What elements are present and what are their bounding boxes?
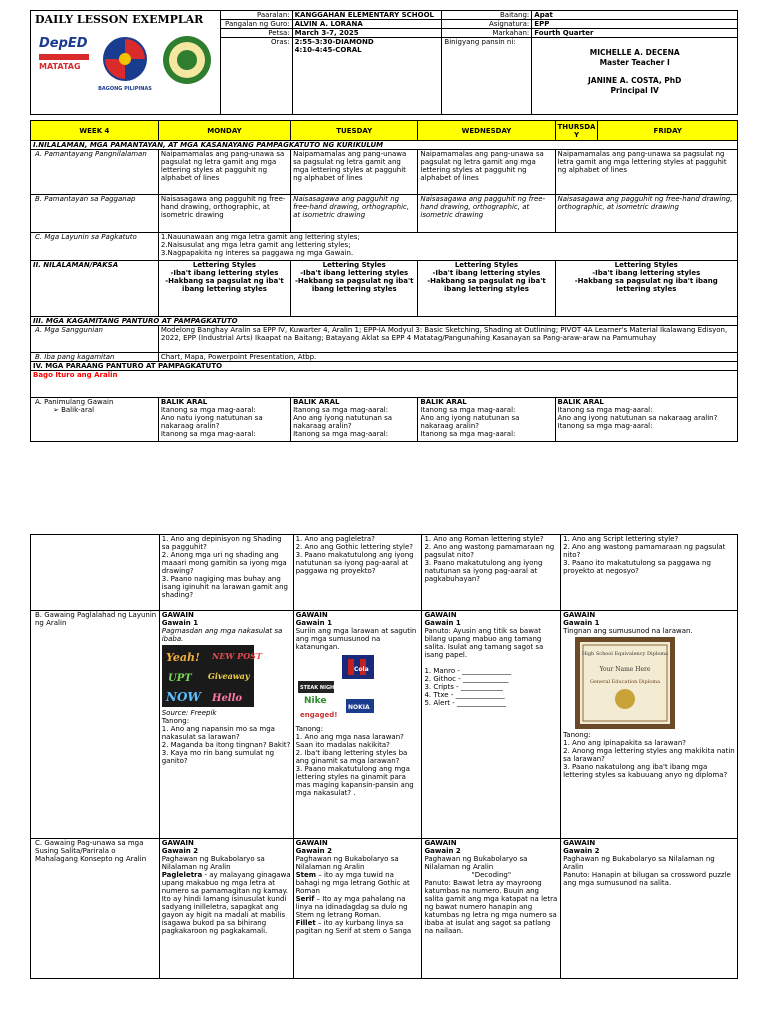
balik-wednesday-itanong2: Itanong sa mga mag-aaral: — [420, 430, 516, 438]
image-word: engaged! — [299, 711, 338, 719]
balik-friday-itanong2: Itanong sa mga mag-aaral: — [557, 422, 653, 430]
content-tuesday-title: Lettering Styles — [322, 261, 386, 269]
content-tuesday — [291, 261, 418, 317]
gawain1-friday-instruction: Tingnan ang sumusunod na larawan. — [563, 627, 693, 635]
a-wednesday: Naipamamalas ang pang-unawa sa pagsulat ng letra gamit ang mga lettering styles at pagguhit ng alphabet of lines — [418, 150, 555, 195]
objective-2: 2.Naisusulat ang mga letra gamit ang lettering styles; — [160, 241, 351, 249]
content-monday — [158, 261, 290, 317]
brand-logos-image — [296, 653, 376, 723]
gawain2-monday-body — [162, 871, 291, 935]
p2-friday-questions: 1. Ano ang Script lettering style? 2. Ano ang wastong pamamaraan ng pagsulat nito? 3. Paano ito makatutulong sa paggawa ng proyekto at negosyo? — [561, 535, 738, 611]
label-guro: Pangalan ng Guro: — [220, 20, 292, 29]
serif-def — [296, 895, 420, 919]
content-monday-title: Lettering Styles — [192, 261, 257, 269]
content-monday-l3: -Hakbang sa pagsulat ng iba't ibang lettering styles — [165, 277, 284, 293]
image-word: High School Equivalency Diploma — [582, 651, 669, 657]
gawain2-monday — [159, 839, 293, 979]
bagong-pilipinas-logo — [97, 34, 153, 96]
section-1-heading: I.NILALAMAN, MGA PAMANTAYAN, AT MGA KASANAYANG PAMPAGKATUTO NG KURIKULUM — [31, 141, 738, 150]
gawain2-monday-sub: Gawain 2 — [161, 847, 199, 855]
stem-def — [296, 871, 420, 895]
p2-wednesday-questions: 1. Ano ang Roman lettering style? 2. Ano ang wastong pamamaraan ng pagsulat nito? 3. Paano makatutulong ang iyong natutunan sa iyong pag-aaral at pagkabuhayan? — [422, 535, 561, 611]
image-word: STEAK NIGHT — [299, 685, 338, 691]
kagamitan-value: Chart, Mapa, Powerpoint Presentation, Atbp. — [158, 353, 737, 362]
balik-monday-title: BALIK ARAL — [160, 398, 208, 406]
matatag-logo-text: MATATAG — [39, 62, 81, 71]
label-oras: Oras: — [220, 38, 292, 115]
content-friday — [555, 261, 738, 317]
image-word: Cola — [353, 666, 369, 673]
term-serif: Serif — [295, 895, 315, 903]
gawain1-wednesday-title: GAWAIN — [424, 611, 457, 619]
gawain2-wednesday-title: GAWAIN — [424, 839, 457, 847]
gawain2-friday-sub: Gawain 2 — [563, 847, 600, 855]
day-friday: FRIDAY — [598, 121, 738, 141]
gawain2-friday-body: Panuto: Hanapin at bilugan sa crossword puzzle ang mga sumusunod na salita. — [563, 871, 731, 887]
balik-tuesday-title: BALIK ARAL — [293, 398, 340, 406]
paglalahad-label: B. Gawaing Paglalahad ng Layunin ng Aralin — [31, 611, 160, 839]
content-wednesday-l3: -Hakbang sa pagsulat ng iba't ibang lettering styles — [427, 277, 546, 293]
row-a-label: A. Pamantayang Pangnilalaman — [31, 150, 159, 195]
gawain1-friday-questions: 1. Ano ang ipinapakita sa larawan? 2. Anong mga lettering styles ang makikita natin sa larawan? 3. Paano nakatulong ang iba't ibang mga lettering styles sa kabuuang anyo ng diploma? — [563, 739, 735, 779]
balik-tuesday-itanong: Itanong sa mga mag-aaral: — [293, 406, 389, 414]
panimula-label: A. Panimulang Gawain — [35, 398, 114, 406]
content-friday-l3: -Hakbang sa pagsulat ng iba't ibang lettering styles — [574, 277, 718, 293]
school-seal-icon — [161, 34, 213, 86]
day-monday: MONDAY — [158, 121, 290, 141]
bagong-pilipinas-text: BAGONG PILIPINAS — [98, 86, 152, 92]
signer-2-position: Principal IV — [610, 86, 659, 95]
balik-wednesday — [418, 398, 555, 442]
content-friday-title: Lettering Styles — [614, 261, 678, 269]
label-markahan: Markahan: — [442, 29, 532, 38]
scramble-item: 2. Githoc - _____________ — [424, 675, 509, 683]
gawain1-tuesday-title: GAWAIN — [295, 611, 328, 619]
gawain2-wednesday — [422, 839, 561, 979]
balik-friday — [555, 398, 738, 442]
image-source: Source: Freepik — [161, 709, 217, 717]
gawain2-tuesday-title: GAWAIN — [295, 839, 328, 847]
panimula-label-cell — [31, 398, 159, 442]
content-tuesday-l2: -Iba't ibang lettering styles — [300, 269, 409, 277]
term-pagleletra: Pagleletra — [161, 871, 203, 879]
gawain2-wednesday-sub: Gawain 2 — [424, 847, 461, 855]
sanggunian-value: Modelong Banghay Aralin sa EPP IV, Kuwarter 4, Aralin 1; EPP-IA Modyul 3: Basic Sketching, Shading at Outlining; PIVOT 4A Learner's Material Ikalawang Edisyon, 2022, EPP (Industrial Arts) Ikaapat na Baitang; Batayang Aklat sa EPP 4 Matatag/Pangunahing Kasanayan sa Pang-araw-araw na Pamumuhay — [158, 326, 737, 353]
day-wednesday: WEDNESDAY — [418, 121, 555, 141]
gawain1-tuesday-tanong: Tanong: — [295, 725, 323, 733]
gawain1-friday — [561, 611, 738, 839]
balik-tuesday-itanong2: Itanong sa mga mag-aaral: — [293, 430, 389, 438]
image-word: Hello — [211, 693, 242, 704]
gawain1-friday-tanong: Tanong: — [563, 731, 591, 739]
lesson-table-page2 — [30, 534, 738, 979]
oras-coral: 4:10-4:45-CORAL — [294, 46, 362, 54]
balik-aral-sub: Balik-aral — [61, 406, 95, 414]
gawain2-wednesday-heading: Paghawan ng Bukabolaryo sa Nilalaman ng Aralin — [424, 855, 528, 871]
scramble-item: 3. Cripts - ____________ — [424, 683, 503, 691]
gawain1-monday-instruction: Pagmasdan ang mga nakasulat sa ibaba. — [161, 627, 283, 643]
balik-monday-itanong: Itanong sa mga mag-aaral: — [160, 406, 256, 414]
image-word: Nike — [303, 696, 327, 706]
gawain2-tuesday — [293, 839, 422, 979]
label-petsa: Petsa: — [220, 29, 292, 38]
kagamitan-label: B. Iba pang kagamitan — [31, 353, 159, 362]
balik-tuesday — [291, 398, 418, 442]
school-seal-logo — [161, 34, 213, 88]
signer-1-position: Master Teacher I — [599, 58, 670, 67]
pag-unawa-label: C. Gawaing Pag-unawa sa mga Susing Salita/Parirala o Mahalagang Konsepto ng Aralin — [31, 839, 160, 979]
gawain1-tuesday-sub: Gawain 1 — [295, 619, 332, 627]
header-logo-cell — [31, 11, 221, 115]
term-stem: Stem — [295, 871, 317, 879]
content-wednesday-title: Lettering Styles — [454, 261, 519, 269]
image-word: NOW — [165, 690, 201, 704]
day-tuesday: TUESDAY — [291, 121, 418, 141]
balik-monday — [158, 398, 290, 442]
image-word: Yeah! — [165, 651, 200, 664]
gawain2-friday — [561, 839, 738, 979]
image-word: UPT — [167, 673, 192, 684]
balik-friday-title: BALIK ARAL — [557, 398, 604, 406]
gawain1-tuesday-instruction: Suriin ang mga larawan at sagutin ang mga sumusunod na katanungan. — [295, 627, 417, 651]
row-c-label: C. Mga Layunin sa Pagkatuto — [31, 233, 159, 261]
p2-monday-questions: 1. Ano ang depinisyon ng Shading sa pagguhit? 2. Anong mga uri ng shading ang maaari mong gamitin sa iyong mga drawing? 3. Paano nagiging mas buhay ang isang iginuhit na larawan gamit ang shading? — [159, 535, 293, 611]
week-header-row — [31, 121, 738, 141]
a-tuesday: Naipamamalas ang pang-unawa sa pagsulat ng letra gamit ang mga lettering styles at pagguhit ng alphabet of lines — [291, 150, 418, 195]
signers-cell — [442, 38, 738, 115]
gawain1-monday-title: GAWAIN — [161, 611, 194, 619]
day-thursday — [555, 121, 598, 141]
gawain1-tuesday-questions: 1. Ano ang mga nasa larawan? Saan ito madalas nakikita? 2. Iba't ibang lettering styles ba ang ginamit sa mga larawan? 3. Paano makatutulong ang mga lettering styles na ginamit para mas maging kapansin-pansin ang mga nakasulat? . — [295, 733, 414, 797]
gawain1-friday-sub: Gawain 1 — [563, 619, 600, 627]
label-baitang: Baitang: — [442, 11, 532, 20]
def-fillet: – ito ay kurbang linya sa pagitan ng Serif at stem o Sanga — [295, 919, 412, 935]
value-markahan: Fourth Quarter — [532, 29, 738, 38]
term-fillet: Fillet — [295, 919, 316, 927]
balik-wednesday-itanong: Itanong sa mga mag-aaral: — [420, 406, 516, 414]
balik-aral-bullet: ➢ Balik-aral — [53, 406, 95, 414]
header-table — [30, 10, 738, 115]
signer-1-name: MICHELLE A. DECENA — [589, 48, 680, 57]
gawain2-tuesday-heading: Paghawan ng Bukabolaryo sa Nilalaman ng Aralin — [295, 855, 399, 871]
gawain2-wednesday-body: Panuto: Bawat letra ay mayroong katumbas na numero. Buuin ang salita gamit ang mga katapat na letra ng bawat numero hanapin ang katumbas ng letra ng mga numero sa ibaba at isulat ang sagot sa patlang na nailaan. — [424, 879, 558, 935]
scramble-list — [424, 667, 558, 707]
gawain1-monday-sub: Gawain 1 — [161, 619, 199, 627]
p2-tuesday-questions: 1. Ano ang pagleletra? 2. Ano ang Gothic lettering style? 3. Paano makatutulong ang iyong natutunan sa iyong pag-aaral at paggawa ng proyekto? — [293, 535, 422, 611]
def-stem: – ito ay mga tuwid na bahagi ng mga letrang Gothic at Roman — [295, 871, 410, 895]
content-tuesday-l3: -Hakbang sa pagsulat ng iba't ibang lettering styles — [294, 277, 414, 293]
def-serif: – Ito ay mga pahalang na linya na idinadagdag sa dulo ng Stem ng letrang Roman. — [295, 895, 408, 919]
balik-tuesday-ano: Ano ang iyong natutunan sa nakaraag aralin? — [293, 414, 393, 430]
balik-monday-itanong2: Itanong sa mga mag-aaral: — [160, 430, 256, 438]
scramble-item: 4. Ttxe - ______________ — [424, 691, 505, 699]
value-asignatura: EPP — [532, 20, 738, 29]
objective-3: 3.Nagpapakita ng interes sa paggawa ng mga Gawain. — [160, 249, 354, 257]
bago-row — [31, 371, 738, 398]
content-wednesday-l2: -Iba't ibang lettering styles — [432, 269, 541, 277]
value-baitang: Apat — [532, 11, 738, 20]
gawain1-tuesday — [293, 611, 422, 839]
lettering-samples-image — [162, 645, 262, 707]
balik-wednesday-ano: Ano ang iyong natutunan sa nakaraag aralin? — [420, 414, 520, 430]
content-friday-l2: -Iba't ibang lettering styles — [592, 269, 701, 277]
image-word: Your Name Here — [599, 666, 651, 673]
sanggunian-label: A. Mga Sanggunian — [31, 326, 159, 353]
gawain1-monday — [159, 611, 293, 839]
gawain1-friday-title: GAWAIN — [563, 611, 596, 619]
gawain2-friday-title: GAWAIN — [563, 839, 596, 847]
value-petsa: March 3-7, 2025 — [292, 29, 442, 38]
signers-block — [532, 38, 737, 114]
gawain1-monday-questions: 1. Ano ang napansin mo sa mga nakasulat sa larawan? 2. Maganda ba itong tingnan? Bakit? 3. Kaya mo rin bang sumulat ng ganito? — [161, 725, 291, 765]
gawain1-wednesday-instruction: Panuto: Ayusin ang titik sa bawat bilang upang mabuo ang tamang salita. Isulat ang tamang sagot sa isang papel. — [424, 627, 544, 659]
value-paaralan: KANGGAHAN ELEMENTARY SCHOOL — [292, 11, 442, 20]
a-friday: Naipamamalas ang pang-unawa sa pagsulat ng letra gamit ang mga lettering styles at pagguhit ng alphabet of lines — [555, 150, 738, 195]
a-monday: Naipamamalas ang pang-unawa sa pagsulat ng letra gamit ang mga lettering styles at pagguhit ng alphabet of lines — [158, 150, 290, 195]
gawain1-monday-tanong: Tanong: — [161, 717, 190, 725]
row-b-label: B. Pamantayan sa Pagganap — [31, 195, 159, 233]
objectives-cell — [158, 233, 737, 261]
def-pagleletra: - ay malayang ginagawa upang makabuo ng mga letra at numero sa pamamagitan ng kamay. Ito ay hindi lamang isinusulat kundi sadyang inilleletra, sapagkat ang gayon ay higit na madali at mabilis isagawa bukod pa sa bihirang pagkakaroon ng pagkakamali. — [161, 871, 291, 935]
bagong-pilipinas-emblem-icon — [97, 34, 153, 84]
b-wednesday: Naisasagawa ang pagguhit ng free-hand drawing, orthographic, at isometric drawing — [418, 195, 555, 233]
balik-friday-itanong: Itanong sa mga mag-aaral: — [557, 406, 653, 414]
diploma-image — [575, 637, 675, 729]
b-monday: Naisasagawa ang pagguhit ng free-hand drawing, orthographic, at isometric drawing — [158, 195, 290, 233]
b-friday: Naisasagawa ang pagguhit ng free-hand drawing, orthographic, at isometric drawing — [555, 195, 738, 233]
oras-diamond: 2:55-3:30-DIAMOND — [294, 38, 374, 46]
bago-ituro-label: Bago Ituro ang Aralin — [33, 371, 118, 379]
image-word: NOKIA — [347, 704, 370, 711]
section-3-heading: III. MGA KAGAMITANG PANTURO AT PAMPAGKATUTO — [31, 317, 738, 326]
label-paaralan: Paaralan: — [220, 11, 292, 20]
balik-monday-ano: Ano natu iyong natutunan sa nakaraag aralin? — [160, 414, 263, 430]
content-monday-l2: -Iba't ibang lettering styles — [170, 269, 279, 277]
p2-blank-label — [31, 535, 160, 611]
value-guro: ALVIN A. LORANA — [292, 20, 442, 29]
b-tuesday: Naisasagawa ang pagguhit ng free-hand drawing, orthographic, at isometric drawing — [291, 195, 418, 233]
deped-logo — [39, 36, 89, 82]
section-2-heading: II. NILALAMAN/PAKSA — [31, 261, 159, 317]
gawain1-wednesday — [422, 611, 561, 839]
label-asignatura: Asignatura: — [442, 20, 532, 29]
decoding-label: "Decoding" — [471, 871, 512, 879]
gawain1-wednesday-sub: Gawain 1 — [424, 619, 461, 627]
page-title: DAILY LESSON EXEMPLAR — [35, 13, 204, 26]
lesson-table-page1 — [30, 120, 738, 442]
day-thursday-line1: THURSDA — [557, 122, 596, 131]
balik-friday-ano: Ano ang iyong natutunan sa nakaraag aralin? — [557, 414, 718, 422]
section-4-heading: IV. MGA PARAANG PANTURO AT PAMPAGKATUTO — [31, 362, 738, 371]
objective-1: 1.Nauunawaan ang mga letra gamit ang lettering styles; — [160, 233, 360, 241]
scramble-item: 1. Manro - ______________ — [424, 667, 512, 675]
image-word: General Education Diploma — [590, 679, 661, 685]
fillet-def — [296, 919, 420, 935]
image-word: Giveaway — [207, 671, 250, 681]
gawain2-monday-heading: Paghawan ng Bukabolaryo sa Nilalaman ng Aralin — [161, 855, 265, 871]
week-label: WEEK 4 — [31, 121, 159, 141]
content-wednesday — [418, 261, 555, 317]
label-binigyang: Binigyang pansin ni: — [442, 38, 532, 114]
value-oras — [292, 38, 442, 115]
gawain2-tuesday-sub: Gawain 2 — [295, 847, 332, 855]
image-word: NEW POST — [211, 651, 262, 661]
deped-logo-text: DepED — [39, 36, 88, 51]
logo-group — [31, 28, 220, 108]
signer-2-name: JANINE A. COSTA, PhD — [588, 76, 682, 85]
scramble-item: 5. Alert - ______________ — [424, 699, 506, 707]
gawain2-friday-heading: Paghawan ng Bukabolaryo sa Nilalaman ng Aralin — [563, 855, 715, 871]
balik-wednesday-title: BALIK ARAL — [420, 398, 467, 406]
gawain2-monday-title: GAWAIN — [161, 839, 194, 847]
day-thursday-line2: Y — [573, 130, 580, 139]
